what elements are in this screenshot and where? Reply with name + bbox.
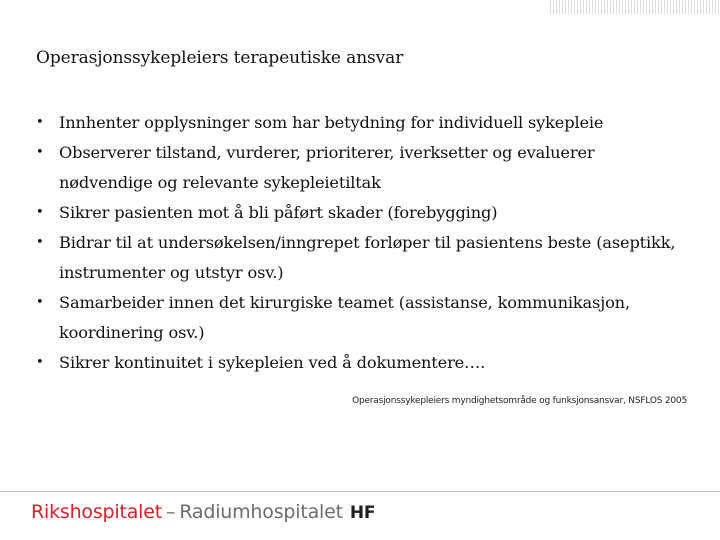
bullet-list xyxy=(36,108,686,378)
hospital-logo xyxy=(31,500,375,525)
list-item xyxy=(36,108,686,138)
bullet-icon: • xyxy=(36,145,44,160)
bullet-icon: • xyxy=(36,235,44,250)
bullet-icon: • xyxy=(36,295,44,310)
logo-separator: – xyxy=(166,501,176,523)
list-item xyxy=(36,228,686,288)
list-item xyxy=(36,348,686,378)
slide-title: Operasjonssykepleiers terapeutiske ansvar xyxy=(36,48,404,68)
list-item xyxy=(36,138,686,198)
logo-rikshospitalet-text: Rikshospitalet xyxy=(31,501,162,523)
footer-divider xyxy=(0,491,720,492)
bullet-text: Sikrer pasienten mot å bli påført skader (forebygging) xyxy=(59,203,498,222)
logo-hf-text: HF xyxy=(349,503,376,523)
bullet-text: Innhenter opplysninger som har betydning for individuell sykepleie xyxy=(59,113,604,132)
bullet-text: Observerer tilstand, vurderer, prioriterer, iverksetter og evaluerer nødvendige og relevante sykepleietiltak xyxy=(59,143,595,192)
list-item xyxy=(36,198,686,228)
bullet-icon: • xyxy=(36,355,44,370)
bullet-text: Samarbeider innen det kirurgiske teamet (assistanse, kommunikasjon, koordinering osv.) xyxy=(59,293,630,342)
source-note: Operasjonssykepleiers myndighetsområde og funksjonsansvar, NSFLOS 2005 xyxy=(352,396,687,406)
bullet-icon: • xyxy=(36,205,44,220)
logo-radiumhospitalet-text: Radiumhospitalet xyxy=(179,501,343,523)
corner-decoration xyxy=(550,0,720,14)
bullet-text: Sikrer kontinuitet i sykepleien ved å dokumentere…. xyxy=(59,353,486,372)
bullet-icon: • xyxy=(36,115,44,130)
list-item xyxy=(36,288,686,348)
bullet-text: Bidrar til at undersøkelsen/inngrepet forløper til pasientens beste (aseptikk, instrumenter og utstyr osv.) xyxy=(59,233,676,282)
